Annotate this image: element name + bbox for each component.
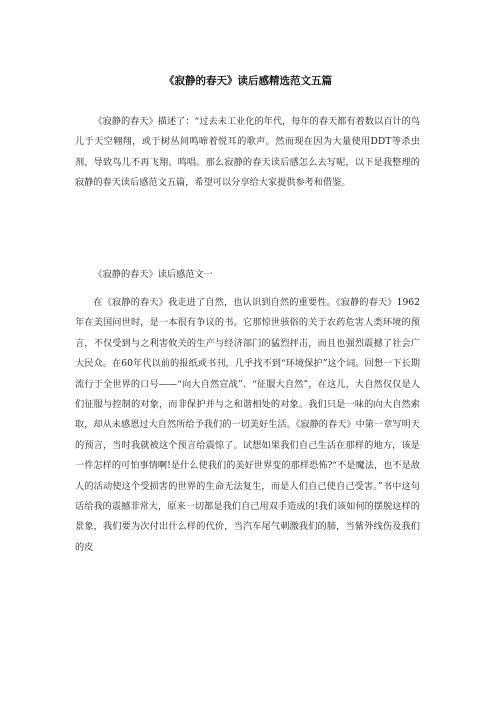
document-title: 《寂静的春天》读后感精选范文五篇 bbox=[164, 75, 332, 87]
intro-paragraph: 《寂静的春天》描述了：“过去未工业化的年代，每年的春天都有着数以百计的鸟儿于天空翱翔，或于树丛间鸣啼着悦耳的歌声。然而现在因为大量使用DDT等杀虫剂，导致鸟儿不再飞翔、鸣唱。那么寂静的春天读后感怎么去写呢，以下是我整理的寂静的春天读后感范文五篇，希望可以分享给大家提供参考和借鉴。 bbox=[75, 116, 420, 189]
section-heading: 《寂静的春天》读后感范文一 bbox=[93, 269, 213, 280]
essay-paragraph: 在《寂静的春天》我走进了自然，也认识到自然的重要性。《寂静的春天》1962 年在美国问世时，是一本很有争议的书。它那惊世骇俗的关于农药危害人类环境的预言，不仅受到与之利害攸关的生产与经济部门的猛烈抨击，而且也强烈震撼了社会广大民众。在60年代以前的报纸或书刊，几乎找不到“环境保护”这个词。回想一下长期流行于全世界的口号——“向大自然宣战”、“征服大自然”，在这儿，大自然仅仅是人们征服与控制的对象，而非保护并与之和谐相处的对象。我们只是一味的向大自然索取，却从未感恩过大自然所给予我们的一切美好生活。《寂静的春天》中第一章写明天的预言，当时我就被这个预言给震惊了。试想如果我们自己生活在那样的地方，该是一件怎样的可怕事情啊!是什么使我们的美好世界变的那样恐怖?“不是魔法，也不是敌人的活动使这个受损害的世界的生命无法复生，而是人们自己使自己受害。”书中这句话给我的震撼非常大，原来一切都是我们自己用双手造成的!我们该如何的摆脱这样的景象，我们要为次付出什么样的代价，当汽车尾气刺激我们的肺，当紫外线伤及我们的皮 bbox=[75, 297, 420, 553]
